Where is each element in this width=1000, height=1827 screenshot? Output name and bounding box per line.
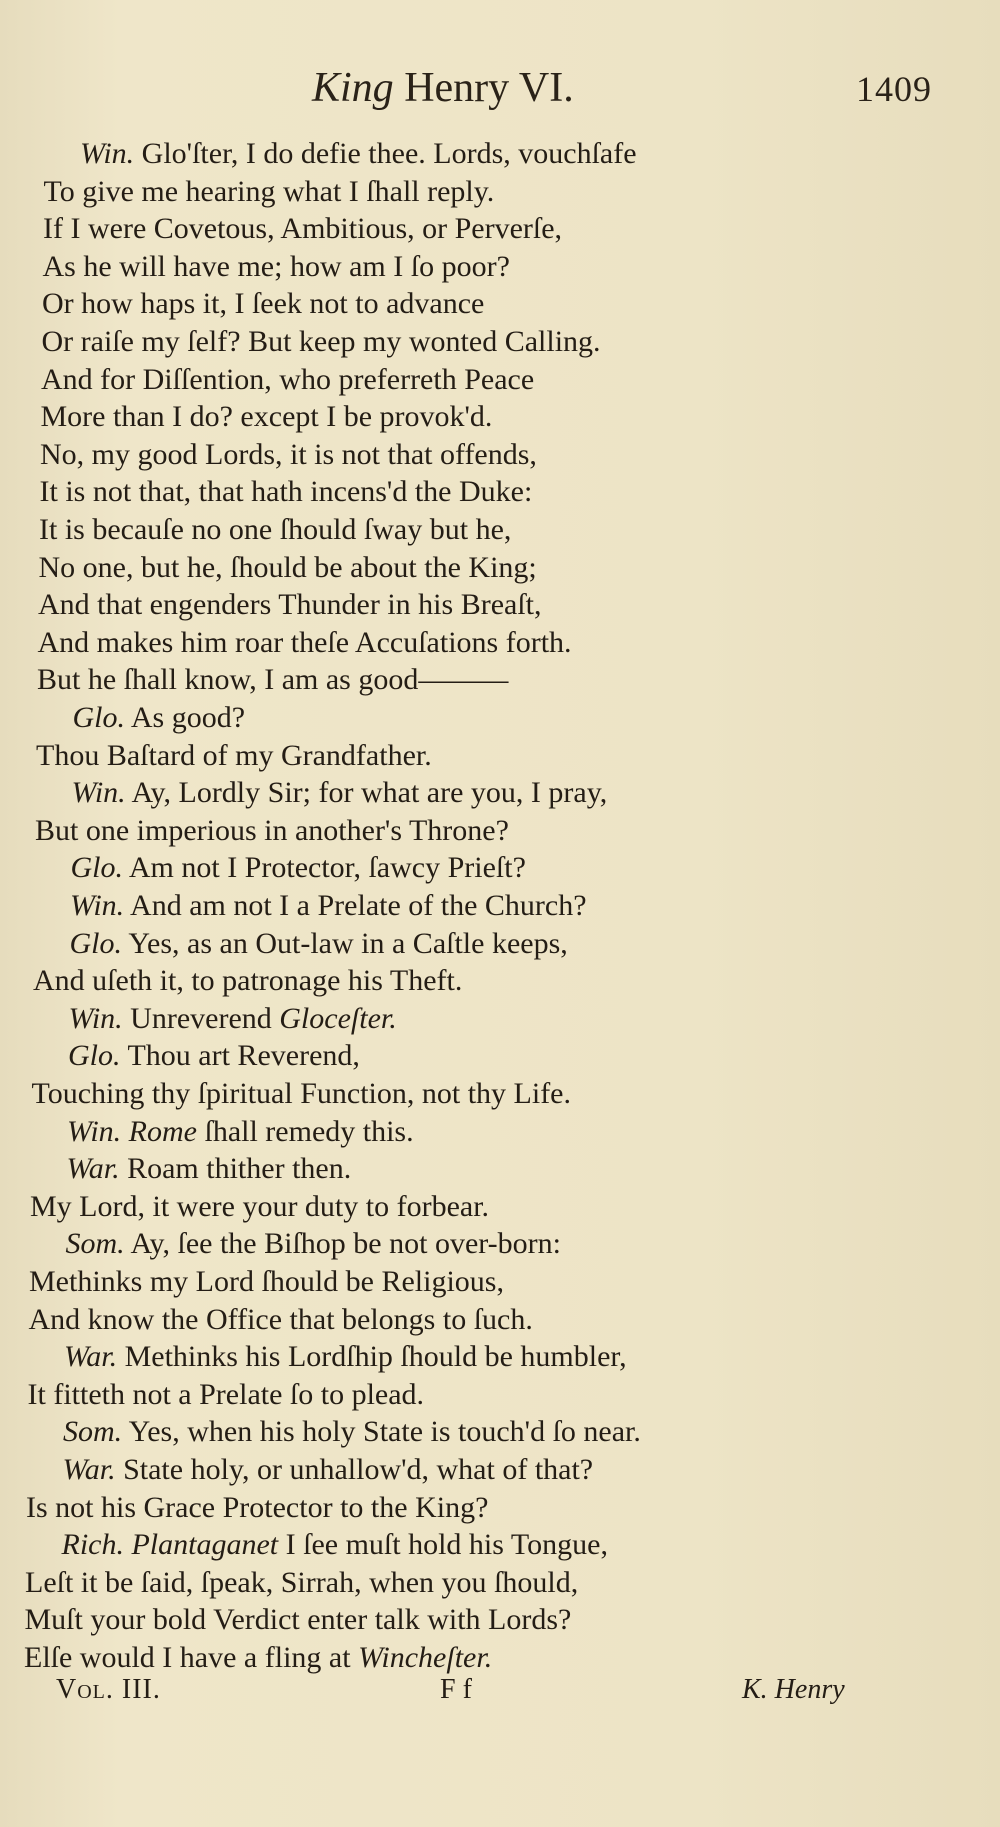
italic-name: Gloceſter. — [279, 1001, 397, 1035]
line-text: Yes, as an Out-law in a Caſtle keeps, — [128, 926, 568, 960]
line-text: I ſee muſt hold his Tongue, — [278, 1528, 608, 1562]
line-text: As good? — [130, 701, 246, 734]
text-line — [32, 1075, 572, 1113]
italic-name: Rome — [128, 1114, 197, 1148]
line-text: Or how haps it, I ſeek not to advance — [42, 287, 485, 321]
text-line — [29, 1263, 504, 1301]
page-footer — [0, 1674, 1000, 1718]
text-line — [24, 1639, 492, 1677]
line-text: And that engenders Thunder in his Breaſt, — [38, 588, 542, 622]
line-text: Leſt it be ſaid, ſpeak, Sirrah, when you ſhould, — [25, 1565, 579, 1599]
text-line — [37, 661, 508, 699]
line-text: Glo'ſter, I do defie thee. Lords, vouchſafe — [141, 137, 637, 170]
running-title-italic: King — [312, 65, 394, 111]
line-text: And for Diſſention, who preferreth Peace — [41, 362, 535, 396]
line-text: Am not I Protector, ſawcy Prieſt? — [128, 851, 526, 885]
text-line — [66, 1225, 561, 1263]
text-line — [42, 285, 484, 323]
line-text: State holy, or unhallow'd, what of that? — [123, 1453, 594, 1486]
text-line — [43, 210, 562, 248]
line-text: Roam thither then. — [127, 1152, 352, 1186]
speaker-name: War. — [64, 1340, 118, 1374]
speaker-name: Win. — [67, 1114, 122, 1148]
speaker-name: Rich. — [61, 1528, 124, 1562]
speaker-name: Glo. — [69, 926, 122, 960]
line-text: But one imperious in another's Throne? — [35, 813, 509, 847]
line-text: ſhall remedy this. — [196, 1114, 414, 1148]
italic-name: Plantaganet — [131, 1528, 279, 1562]
speaker-name: Win. — [70, 889, 125, 922]
text-line — [63, 1413, 641, 1451]
text-line — [33, 962, 462, 1000]
line-text: And uſeth it, to patronage his Theft. — [33, 964, 463, 998]
line-text: And makes him roar theſe Accuſations forth. — [37, 625, 572, 659]
line-text: More than I do? except I be provok'd. — [40, 400, 493, 434]
text-line — [38, 624, 572, 662]
line-text: Yes, when his holy State is touch'd ſo near. — [128, 1415, 641, 1449]
speaker-name: War. — [66, 1152, 120, 1186]
speaker-name: Glo. — [70, 851, 123, 885]
line-text: And know the Office that belongs to ſuch. — [28, 1302, 533, 1336]
line-text: Thou Baſtard of my Grandfather. — [36, 738, 432, 772]
line-text: As he will have me; how am I ſo poor? — [42, 249, 510, 283]
text-line — [72, 774, 608, 812]
line-text: It is not that, that hath incens'd the Duke: — [39, 475, 533, 509]
line-text: Methinks his Lordſhip ſhould be humbler, — [124, 1340, 627, 1374]
page-header — [0, 58, 1000, 118]
text-line — [63, 1451, 594, 1489]
text-line — [71, 849, 526, 887]
speaker-name: Win. — [71, 776, 126, 810]
text-line — [67, 1150, 352, 1188]
text-line — [70, 887, 587, 925]
speaker-name: Glo. — [68, 1039, 121, 1073]
line-text: And am not I a Prelate of the Church? — [130, 889, 587, 922]
speaker-name: Win. — [68, 1001, 123, 1035]
line-text: It fitteth not a Prelate ſo to plead. — [27, 1377, 425, 1411]
signature-mark: F f — [440, 1674, 472, 1705]
line-text: Ay, ſee the Biſhop be not over-born: — [130, 1227, 561, 1261]
text-line — [73, 699, 246, 737]
line-text: To give me hearing what I ſhall reply. — [43, 174, 495, 208]
text-line — [40, 436, 537, 474]
line-text: Is not his Grace Protector to the King? — [26, 1490, 489, 1524]
line-text: Muſt your bold Verdict enter talk with Lords? — [24, 1603, 572, 1637]
text-line — [38, 586, 542, 624]
text-line — [68, 1037, 360, 1075]
line-text: No one, but he, ſhould be about the King; — [38, 550, 537, 584]
text-line — [39, 511, 511, 549]
line-text: Ay, Lordly Sir; for what are you, I pray, — [131, 776, 608, 810]
text-line — [62, 1526, 608, 1564]
speaker-name: Glo. — [72, 701, 125, 734]
text-line — [41, 361, 534, 399]
text-line — [40, 473, 533, 511]
text-line — [42, 323, 601, 361]
text-line — [25, 1601, 572, 1639]
speaker-name: Som. — [65, 1227, 125, 1261]
text-line — [44, 173, 495, 211]
page-number: 1409 — [856, 69, 932, 109]
text-line — [43, 248, 510, 286]
catchword: K. Henry — [742, 1674, 845, 1705]
text-line — [30, 1188, 489, 1226]
running-title — [312, 64, 574, 112]
text-line — [80, 135, 637, 173]
line-text: Elſe would I have a fling at — [24, 1641, 359, 1674]
text-line — [29, 1301, 533, 1339]
text-line — [70, 925, 568, 963]
text-line — [25, 1564, 578, 1602]
line-text: No, my good Lords, it is not that offends, — [40, 437, 537, 471]
running-title-rest: Henry VI. — [404, 65, 574, 111]
text-line — [35, 812, 509, 850]
line-text: Or raiſe my ſelf? But keep my wonted Calling. — [41, 325, 601, 358]
line-text: Unreverend — [130, 1001, 280, 1035]
text-line — [41, 398, 493, 436]
text-line — [69, 1000, 397, 1038]
line-text: Touching thy ſpiritual Function, not thy Life. — [31, 1077, 572, 1110]
text-line — [39, 549, 537, 587]
text-line — [36, 737, 432, 775]
speaker-name: Win. — [80, 137, 135, 170]
line-text: Thou art Reverend, — [127, 1039, 360, 1073]
text-line — [67, 1113, 414, 1151]
speaker-name: Som. — [63, 1415, 123, 1449]
line-text: My Lord, it were your duty to forbear. — [30, 1189, 490, 1223]
text-line — [64, 1338, 627, 1376]
text-line — [28, 1376, 425, 1414]
italic-name: Wincheſter. — [358, 1641, 493, 1674]
line-text: But he ſhall know, I am as good——— — [37, 663, 509, 697]
volume-label: Vol. III. — [56, 1674, 161, 1705]
line-text: If I were Covetous, Ambitious, or Perverſe, — [43, 212, 563, 246]
line-text: It is becauſe no one ſhould ſway but he, — [39, 513, 512, 546]
text-line — [26, 1489, 488, 1527]
speaker-name: War. — [62, 1453, 116, 1486]
line-text: Methinks my Lord ſhould be Religious, — [29, 1265, 504, 1298]
